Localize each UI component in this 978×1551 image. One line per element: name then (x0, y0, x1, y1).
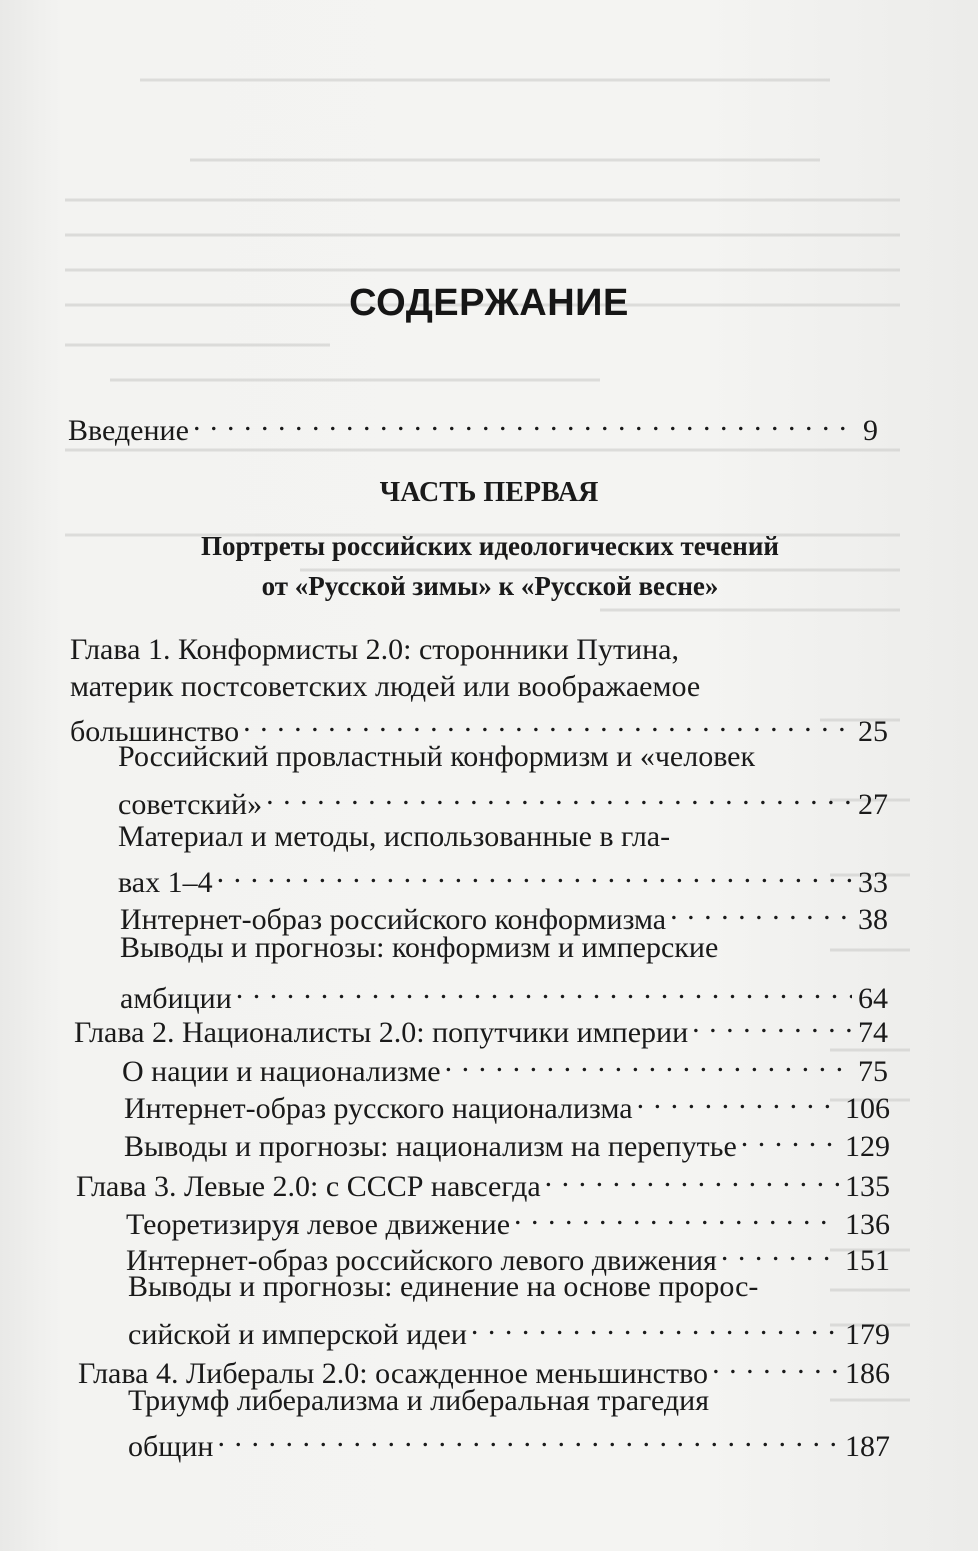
toc-section-1-2-line1[interactable]: Материал и методы, использованные в гла- (118, 820, 671, 853)
toc-page-number: 151 (845, 1244, 890, 1277)
toc-entry-label: Выводы и прогнозы: национализм на перепутье (124, 1130, 737, 1163)
dot-leader (193, 402, 857, 440)
dot-leader (670, 891, 852, 929)
toc-page-number: 135 (845, 1170, 890, 1203)
toc-page-number: 186 (845, 1357, 890, 1390)
toc-entry-label: Интернет-образ российского левого движения (126, 1244, 717, 1277)
toc-entry-intro[interactable] (68, 402, 878, 450)
dot-leader (721, 1232, 839, 1270)
dot-leader (741, 1118, 839, 1156)
toc-entry-label: вах 1–4 (118, 866, 213, 899)
dot-leader (243, 703, 852, 741)
toc-chapter-1-line1[interactable]: Глава 1. Конформисты 2.0: сторонники Путина, (70, 633, 679, 666)
toc-section-4-1-line1[interactable]: Триумф либерализма и либеральная трагедия (128, 1384, 710, 1417)
toc-page-number: 38 (858, 903, 888, 936)
toc-entry-label: Введение (68, 414, 189, 447)
toc-chapter-1-line2[interactable]: материк постсоветских людей или воображаемое (70, 670, 701, 703)
toc-page-number: 129 (845, 1130, 890, 1163)
toc-entry-label: Глава 4. Либералы 2.0: осажденное меньшинство (78, 1357, 709, 1390)
dot-leader (217, 1418, 839, 1456)
toc-page-number: 64 (858, 982, 888, 1015)
dot-leader (712, 1345, 839, 1383)
toc-section-4-1[interactable] (128, 1418, 890, 1466)
dot-leader (236, 970, 852, 1008)
toc-page-number: 106 (845, 1092, 890, 1125)
toc-entry-label: Глава 2. Националисты 2.0: попутчики империи (74, 1016, 689, 1049)
toc-entry-label: Интернет-образ российского конформизма (120, 903, 667, 936)
part-one-subtitle-line2: от «Русской зимы» к «Русской весне» (261, 571, 719, 601)
toc-section-1-1-line1[interactable]: Российский провластный конформизм и «человек (118, 740, 756, 773)
toc-page-number: 187 (845, 1430, 890, 1463)
toc-entry-label: общин (128, 1430, 214, 1463)
dot-leader (514, 1196, 839, 1234)
toc-page-number: 136 (845, 1208, 890, 1241)
toc-page-number: 25 (858, 715, 888, 748)
toc-section-1-1[interactable] (118, 776, 888, 824)
toc-entry-label: советский» (118, 788, 263, 821)
dot-leader (637, 1080, 839, 1118)
toc-page-number: 27 (858, 788, 888, 821)
toc-page-number: 179 (845, 1318, 890, 1351)
toc-entry-label: Теоретизируя левое движение (126, 1208, 511, 1241)
toc-section-1-4-line1[interactable]: Выводы и прогнозы: конформизм и имперские (120, 931, 719, 964)
dot-leader (545, 1158, 839, 1196)
toc-entry-label: большинство (70, 715, 240, 748)
dot-leader (692, 1004, 852, 1042)
toc-page-number: 9 (863, 414, 878, 447)
toc-entry-label: Интернет-образ русского национализма (124, 1092, 633, 1125)
toc-entry-label: амбиции (120, 982, 232, 1015)
toc-page-number: 33 (858, 866, 888, 899)
part-one-subtitle-line1: Портреты российских идеологических течений (201, 531, 779, 561)
toc-section-3-3-line1[interactable]: Выводы и прогнозы: единение на основе пророс- (128, 1270, 759, 1303)
dot-leader (471, 1306, 839, 1344)
part-one-heading: ЧАСТЬ ПЕРВАЯ (379, 477, 599, 508)
dot-leader (445, 1043, 852, 1081)
toc-page-number: 75 (858, 1055, 888, 1088)
part-one-subtitle (90, 526, 890, 606)
toc-page-number: 74 (858, 1016, 888, 1049)
dot-leader (217, 854, 852, 892)
toc-entry-label: сийской и имперской идеи (128, 1318, 467, 1351)
page-title: СОДЕРЖАНИЕ (349, 282, 629, 324)
toc-entry-label: Глава 3. Левые 2.0: с СССР навсегда (76, 1170, 541, 1203)
dot-leader (266, 776, 852, 814)
toc-entry-label: О нации и национализме (122, 1055, 441, 1088)
